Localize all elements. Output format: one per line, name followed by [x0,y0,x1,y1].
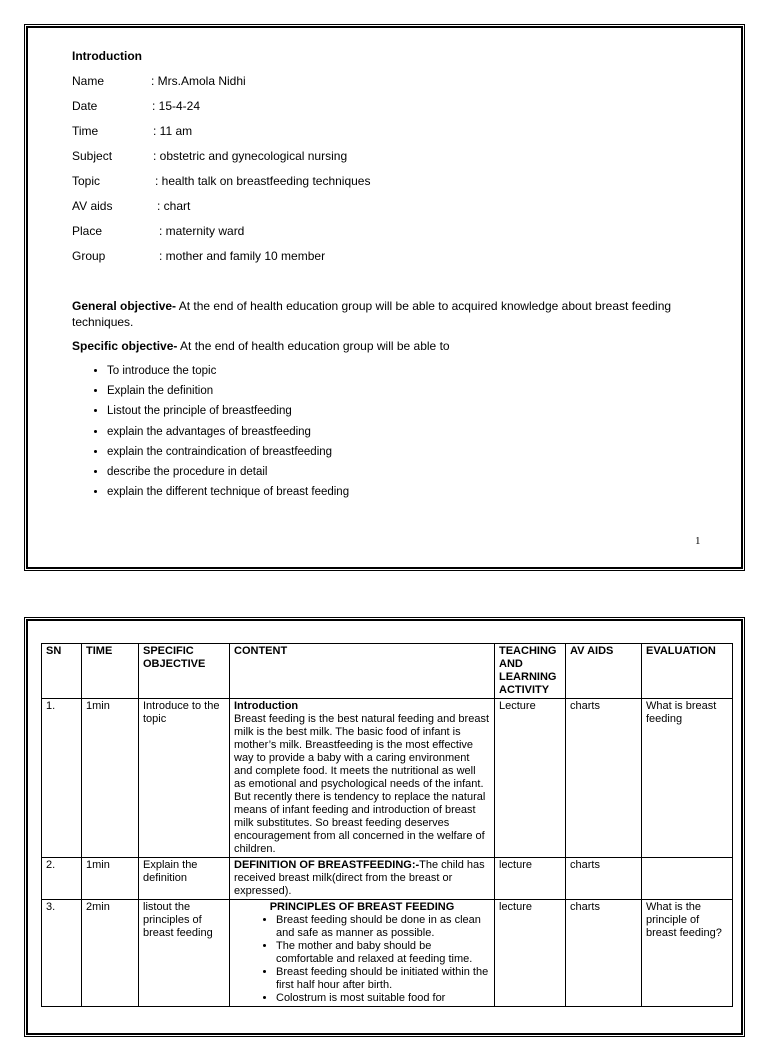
cell-activity: lecture [495,858,566,900]
principle-item: • Breast feeding should be done in as clean and safe as manner as possible. [276,914,490,940]
content-title: PRINCIPLES OF BREAST FEEDING [269,901,455,913]
objective-item: • explain the different technique of breast feeding [107,485,607,505]
field-value: : 11 am [153,124,193,138]
field-value: : 15-4-24 [152,99,201,113]
objective-item: • Explain the definition [107,384,607,404]
objective-item: • Listout the principle of breastfeeding [107,404,607,424]
cell-content [230,699,495,858]
principles-list [234,914,490,1005]
specific-objective-text: At the end of health education group will be able to [177,339,450,353]
header-sn: SN [42,644,82,699]
field-label: Subject [72,149,113,163]
field-label: Group [72,249,106,263]
cell-content [230,858,495,900]
field-value: : obstetric and gynecological nursing [153,149,348,163]
cell-time: 1min [82,858,139,900]
field-label: Topic [72,174,101,188]
field-label: Date [72,99,98,113]
field-label: AV aids [72,199,113,213]
content-text: Breast feeding is the best natural feeding and breast milk is the best milk. The basic food of infant is mother’s milk. Breastfeeding is the most effective way to provide a baby with a caring environment and complete food. It meets the nutritional as well as emotional and psychological needs of the infant. But recently there is tendency to replace the natural means of infant feeding and introduction of breast milk substitutes. So breast feeding deserves encouragement from all concerned in the welfare of children. [234,713,490,855]
field-value: : chart [157,199,191,213]
document-page-2 [24,617,745,1037]
header-evaluation: EVALUATION [642,644,733,699]
table-header-row [42,644,733,699]
content-title: Introduction [234,700,299,712]
cell-objective: listout the principles of breast feeding [139,900,230,1007]
principle-item: • The mother and baby should be comfortable and relaxed at feeding time. [276,940,490,966]
table-row [42,900,733,1007]
header-time: TIME [82,644,139,699]
cell-sn: 2. [42,858,82,900]
header-content: CONTENT [230,644,495,699]
principle-item: • Breast feeding should be initiated within the first half hour after birth. [276,966,490,992]
general-objective [72,298,672,330]
cell-objective: Explain the definition [139,858,230,900]
objective-item: • explain the advantages of breastfeeding [107,425,607,445]
table-row [42,858,733,900]
header-av-aids: AV AIDS [566,644,642,699]
field-value: : mother and family 10 member [159,249,326,263]
cell-evaluation: What is breast feeding [642,699,733,858]
table-row [42,699,733,858]
cell-objective: Introduce to the topic [139,699,230,858]
cell-activity: Lecture [495,699,566,858]
cell-content [230,900,495,1007]
cell-av-aids: charts [566,858,642,900]
page-number: 1 [695,535,701,547]
field-label: Name [72,74,105,88]
cell-sn: 3. [42,900,82,1007]
cell-av-aids: charts [566,699,642,858]
field-value: : maternity ward [159,224,245,238]
field-value: : Mrs.Amola Nidhi [151,74,246,88]
cell-time: 1min [82,699,139,858]
header-objective: SPECIFIC OBJECTIVE [139,644,230,699]
cell-time: 2min [82,900,139,1007]
field-value: : health talk on breastfeeding techniques [155,174,371,188]
lesson-plan-table [41,643,733,1007]
cell-evaluation: What is the principle of breast feeding? [642,900,733,1007]
cell-sn: 1. [42,699,82,858]
cell-av-aids: charts [566,900,642,1007]
specific-objective-label: Specific objective- [72,339,178,353]
objective-item: • To introduce the topic [107,364,607,384]
header-activity: TEACHING AND LEARNING ACTIVITY [495,644,566,699]
principle-item: • Colostrum is most suitable food for [276,992,490,1005]
content-title: DEFINITION OF BREASTFEEDING:- [234,859,420,871]
general-objective-text: At the end of health education group will be able to acquired knowledge about breast feeding techniques. [72,299,672,329]
objectives-list [87,364,607,505]
document-page-1 [24,24,745,571]
objective-item: • explain the contraindication of breastfeeding [107,445,607,465]
specific-objective [72,339,672,353]
general-objective-label: General objective- [72,299,177,313]
objective-item: • describe the procedure in detail [107,465,607,485]
cell-activity: lecture [495,900,566,1007]
field-label: Time [72,124,99,138]
cell-evaluation [642,858,733,900]
content-text: The child has received breast milk(direct from the breast or expressed). [234,859,485,897]
field-label: Place [72,224,103,238]
intro-heading: Introduction [72,49,142,63]
